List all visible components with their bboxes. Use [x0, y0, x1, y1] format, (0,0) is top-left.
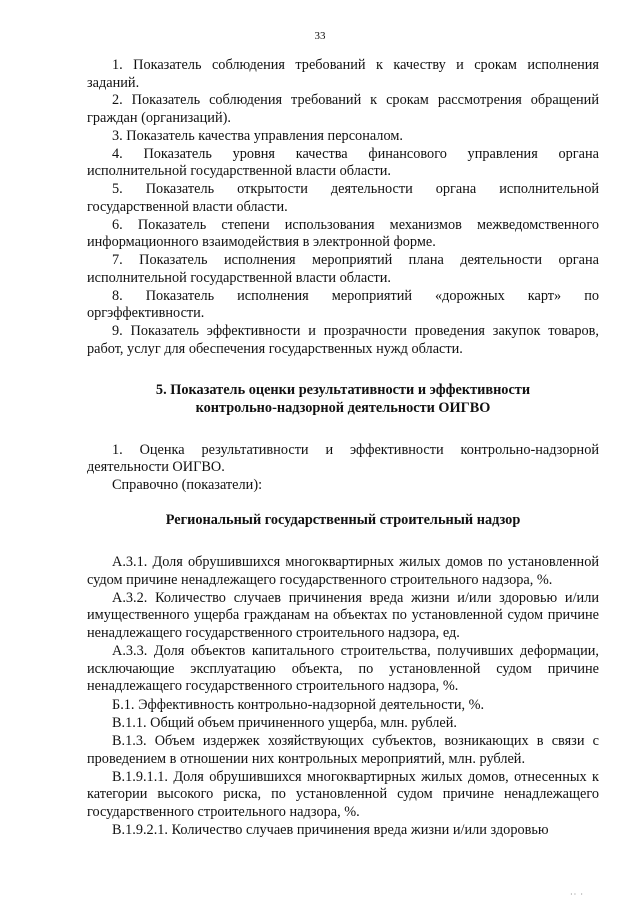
subsection-item: В.1.9.2.1. Количество случаев причинения вреда жизни и/или здоровью [112, 822, 549, 839]
list-item: 5. Показатель открытости деятельности органа исполнительной государственной власти области. [87, 181, 599, 215]
subsection-heading: Региональный государственный строительный надзор [165, 512, 521, 529]
list-item: 7. Показатель исполнения мероприятий плана деятельности органа исполнительной государственной власти области. [87, 252, 599, 286]
list-item: 6. Показатель степени использования механизмов межведомственного информационного взаимодействия в электронной форме. [87, 216, 599, 251]
indicator-list [87, 57, 599, 358]
subsection-item: А.3.3. Доля объектов капитального строительства, получивших деформации, исключающие эксплуатацию объекта, по установленной судом причине ненадлежащего государственного строительного надзора, %. [87, 643, 599, 695]
list-item: 9. Показатель эффективности и прозрачности проведения закупок товаров, работ, услуг для обеспечения государственных нужд области. [87, 323, 599, 357]
section-heading-line2: контрольно-надзорной деятельности ОИГВО [195, 400, 491, 417]
subsection-item: В.1.3. Объем издержек хозяйствующих субъектов, возникающих в связи с проведением в отношении них контрольных мероприятий, млн. рублей. [87, 732, 599, 767]
subsection-item: А.3.2. Количество случаев причинения вреда жизни и/или здоровью и/или имущественного ущерба гражданам на объектах по установленной судом причине ненадлежащего государственного строительного надзора, ед. [87, 589, 599, 641]
reference-label: Справочно (показатели): [112, 476, 263, 493]
subsection-item: В.1.9.1.1. Доля обрушившихся многоквартирных жилых домов, отнесенных к категории высокого риска, по установленной судом причине ненадлежащего государственного строительного надзора, %. [87, 768, 599, 820]
section-heading [87, 382, 599, 417]
page-content [87, 57, 599, 840]
section-item: 1. Оценка результативности и эффективности контрольно-надзорной деятельности ОИГВО. [87, 441, 599, 476]
page-number: 33 [314, 30, 326, 42]
list-item: 4. Показатель уровня качества финансового управления органа исполнительной государственной власти области. [87, 145, 599, 180]
subsection-item: В.1.1. Общий объем причиненного ущерба, млн. рублей. [112, 714, 457, 731]
list-item: 8. Показатель исполнения мероприятий «дорожных карт» по оргэффективности. [87, 287, 599, 322]
subsection-item: Б.1. Эффективность контрольно-надзорной деятельности, %. [112, 696, 485, 713]
subsection-item: А.3.1. Доля обрушившихся многоквартирных жилых домов по установленной судом причине ненадлежащего государственного строительного надзора, %. [87, 554, 599, 588]
scan-mark: ·· · [570, 890, 584, 899]
subsection-list [87, 554, 599, 840]
list-item: 1. Показатель соблюдения требований к качеству и срокам исполнения заданий. [87, 57, 599, 91]
list-item: 3. Показатель качества управления персоналом. [112, 127, 403, 144]
section-heading-line1: 5. Показатель оценки результативности и эффективности [155, 382, 531, 399]
list-item: 2. Показатель соблюдения требований к срокам рассмотрения обращений граждан (организаций). [87, 92, 599, 127]
